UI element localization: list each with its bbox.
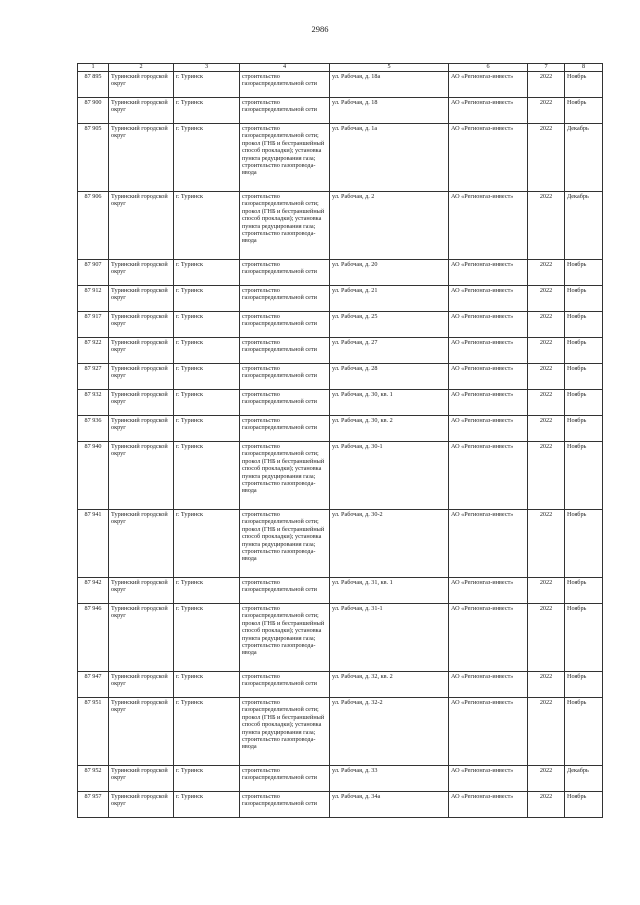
work-type-cell: строительство газораспределительной сети; прокол (ГНБ и бестраншейный способ прокладки); установка пункта редуцирования газа; строительство газопровода-ввода xyxy=(240,697,330,765)
year-cell: 2022 xyxy=(528,285,565,311)
organization-cell: АО «Регионгаз-инвест» xyxy=(449,97,528,123)
address-cell: ул. Рабочая, д. 20 xyxy=(330,259,449,285)
year-cell: 2022 xyxy=(528,415,565,441)
work-type-cell: строительство газораспределительной сети; прокол (ГНБ и бестраншейный способ прокладки); установка пункта редуцирования газа; строительство газопровода-ввода xyxy=(240,191,330,259)
year-cell: 2022 xyxy=(528,337,565,363)
month-cell: Ноябрь xyxy=(565,509,603,577)
address-cell: ул. Рабочая, д. 34а xyxy=(330,791,449,817)
year-cell: 2022 xyxy=(528,259,565,285)
locality-cell: г. Туринск xyxy=(174,791,240,817)
table-row xyxy=(78,191,603,259)
work-type-cell: строительство газораспределительной сети xyxy=(240,765,330,791)
work-type-cell: строительство газораспределительной сети; прокол (ГНБ и бестраншейный способ прокладки); установка пункта редуцирования газа; строительство газопровода-ввода xyxy=(240,603,330,671)
table-row xyxy=(78,671,603,697)
district-cell: Туринский городской округ xyxy=(109,259,174,285)
column-number: 4 xyxy=(240,64,330,72)
address-cell: ул. Рабочая, д. 33 xyxy=(330,765,449,791)
record-number: 87 942 xyxy=(78,577,109,603)
address-cell: ул. Рабочая, д. 18 xyxy=(330,97,449,123)
month-cell: Ноябрь xyxy=(565,97,603,123)
organization-cell: АО «Регионгаз-инвест» xyxy=(449,577,528,603)
address-cell: ул. Рабочая, д. 21 xyxy=(330,285,449,311)
table-row xyxy=(78,791,603,817)
locality-cell: г. Туринск xyxy=(174,765,240,791)
column-number: 2 xyxy=(109,64,174,72)
address-cell: ул. Рабочая, д. 30, кв. 2 xyxy=(330,415,449,441)
locality-cell: г. Туринск xyxy=(174,671,240,697)
organization-cell: АО «Регионгаз-инвест» xyxy=(449,285,528,311)
table-row xyxy=(78,509,603,577)
year-cell: 2022 xyxy=(528,389,565,415)
month-cell: Ноябрь xyxy=(565,415,603,441)
column-number: 5 xyxy=(330,64,449,72)
address-cell: ул. Рабочая, д. 30-1 xyxy=(330,441,449,509)
record-number: 87 946 xyxy=(78,603,109,671)
month-cell: Ноябрь xyxy=(565,603,603,671)
record-number: 87 941 xyxy=(78,509,109,577)
table-row xyxy=(78,441,603,509)
record-number: 87 927 xyxy=(78,363,109,389)
organization-cell: АО «Регионгаз-инвест» xyxy=(449,441,528,509)
record-number: 87 952 xyxy=(78,765,109,791)
organization-cell: АО «Регионгаз-инвест» xyxy=(449,765,528,791)
organization-cell: АО «Регионгаз-инвест» xyxy=(449,697,528,765)
organization-cell: АО «Регионгаз-инвест» xyxy=(449,311,528,337)
district-cell: Туринский городской округ xyxy=(109,415,174,441)
address-cell: ул. Рабочая, д. 18а xyxy=(330,71,449,97)
work-type-cell: строительство газораспределительной сети xyxy=(240,389,330,415)
record-number: 87 895 xyxy=(78,71,109,97)
work-type-cell: строительство газораспределительной сети xyxy=(240,71,330,97)
month-cell: Ноябрь xyxy=(565,337,603,363)
work-type-cell: строительство газораспределительной сети xyxy=(240,363,330,389)
locality-cell: г. Туринск xyxy=(174,509,240,577)
organization-cell: АО «Регионгаз-инвест» xyxy=(449,509,528,577)
record-number: 87 906 xyxy=(78,191,109,259)
address-cell: ул. Рабочая, д. 31, кв. 1 xyxy=(330,577,449,603)
locality-cell: г. Туринск xyxy=(174,603,240,671)
month-cell: Ноябрь xyxy=(565,441,603,509)
district-cell: Туринский городской округ xyxy=(109,765,174,791)
locality-cell: г. Туринск xyxy=(174,191,240,259)
work-type-cell: строительство газораспределительной сети xyxy=(240,311,330,337)
table-row xyxy=(78,123,603,191)
organization-cell: АО «Регионгаз-инвест» xyxy=(449,191,528,259)
registry-table xyxy=(77,63,603,818)
work-type-cell: строительство газораспределительной сети xyxy=(240,285,330,311)
registry-body xyxy=(78,71,603,817)
record-number: 87 907 xyxy=(78,259,109,285)
district-cell: Туринский городской округ xyxy=(109,363,174,389)
locality-cell: г. Туринск xyxy=(174,363,240,389)
work-type-cell: строительство газораспределительной сети xyxy=(240,97,330,123)
table-row xyxy=(78,259,603,285)
address-cell: ул. Рабочая, д. 32, кв. 2 xyxy=(330,671,449,697)
locality-cell: г. Туринск xyxy=(174,441,240,509)
table-row xyxy=(78,285,603,311)
locality-cell: г. Туринск xyxy=(174,337,240,363)
month-cell: Ноябрь xyxy=(565,577,603,603)
work-type-cell: строительство газораспределительной сети xyxy=(240,791,330,817)
year-cell: 2022 xyxy=(528,363,565,389)
work-type-cell: строительство газораспределительной сети xyxy=(240,577,330,603)
district-cell: Туринский городской округ xyxy=(109,389,174,415)
year-cell: 2022 xyxy=(528,603,565,671)
year-cell: 2022 xyxy=(528,509,565,577)
district-cell: Туринский городской округ xyxy=(109,671,174,697)
record-number: 87 940 xyxy=(78,441,109,509)
column-number: 1 xyxy=(78,64,109,72)
work-type-cell: строительство газораспределительной сети; прокол (ГНБ и бестраншейный способ прокладки); установка пункта редуцирования газа; строительство газопровода-ввода xyxy=(240,509,330,577)
column-number-row xyxy=(78,64,603,72)
year-cell: 2022 xyxy=(528,791,565,817)
work-type-cell: строительство газораспределительной сети; прокол (ГНБ и бестраншейный способ прокладки); установка пункта редуцирования газа; строительство газопровода-ввода xyxy=(240,123,330,191)
organization-cell: АО «Регионгаз-инвест» xyxy=(449,363,528,389)
column-number: 6 xyxy=(449,64,528,72)
organization-cell: АО «Регионгаз-инвест» xyxy=(449,671,528,697)
work-type-cell: строительство газораспределительной сети xyxy=(240,259,330,285)
locality-cell: г. Туринск xyxy=(174,697,240,765)
month-cell: Ноябрь xyxy=(565,363,603,389)
record-number: 87 912 xyxy=(78,285,109,311)
table-row xyxy=(78,71,603,97)
year-cell: 2022 xyxy=(528,123,565,191)
organization-cell: АО «Регионгаз-инвест» xyxy=(449,415,528,441)
address-cell: ул. Рабочая, д. 1а xyxy=(330,123,449,191)
organization-cell: АО «Регионгаз-инвест» xyxy=(449,389,528,415)
locality-cell: г. Туринск xyxy=(174,97,240,123)
organization-cell: АО «Регионгаз-инвест» xyxy=(449,791,528,817)
work-type-cell: строительство газораспределительной сети; прокол (ГНБ и бестраншейный способ прокладки); установка пункта редуцирования газа; строительство газопровода-ввода xyxy=(240,441,330,509)
table-row xyxy=(78,603,603,671)
month-cell: Ноябрь xyxy=(565,71,603,97)
work-type-cell: строительство газораспределительной сети xyxy=(240,337,330,363)
district-cell: Туринский городской округ xyxy=(109,285,174,311)
year-cell: 2022 xyxy=(528,311,565,337)
locality-cell: г. Туринск xyxy=(174,123,240,191)
district-cell: Туринский городской округ xyxy=(109,123,174,191)
record-number: 87 922 xyxy=(78,337,109,363)
organization-cell: АО «Регионгаз-инвест» xyxy=(449,123,528,191)
month-cell: Декабрь xyxy=(565,191,603,259)
address-cell: ул. Рабочая, д. 27 xyxy=(330,337,449,363)
address-cell: ул. Рабочая, д. 2 xyxy=(330,191,449,259)
table-row xyxy=(78,697,603,765)
table-row xyxy=(78,765,603,791)
locality-cell: г. Туринск xyxy=(174,259,240,285)
month-cell: Декабрь xyxy=(565,765,603,791)
record-number: 87 917 xyxy=(78,311,109,337)
district-cell: Туринский городской округ xyxy=(109,791,174,817)
year-cell: 2022 xyxy=(528,97,565,123)
organization-cell: АО «Регионгаз-инвест» xyxy=(449,603,528,671)
column-number: 7 xyxy=(528,64,565,72)
month-cell: Ноябрь xyxy=(565,311,603,337)
column-number: 8 xyxy=(565,64,603,72)
district-cell: Туринский городской округ xyxy=(109,191,174,259)
address-cell: ул. Рабочая, д. 31-1 xyxy=(330,603,449,671)
table-row xyxy=(78,97,603,123)
district-cell: Туринский городской округ xyxy=(109,311,174,337)
year-cell: 2022 xyxy=(528,671,565,697)
record-number: 87 900 xyxy=(78,97,109,123)
locality-cell: г. Туринск xyxy=(174,577,240,603)
year-cell: 2022 xyxy=(528,765,565,791)
record-number: 87 947 xyxy=(78,671,109,697)
locality-cell: г. Туринск xyxy=(174,415,240,441)
year-cell: 2022 xyxy=(528,697,565,765)
month-cell: Ноябрь xyxy=(565,389,603,415)
record-number: 87 932 xyxy=(78,389,109,415)
organization-cell: АО «Регионгаз-инвест» xyxy=(449,259,528,285)
table-row xyxy=(78,415,603,441)
district-cell: Туринский городской округ xyxy=(109,337,174,363)
locality-cell: г. Туринск xyxy=(174,389,240,415)
locality-cell: г. Туринск xyxy=(174,311,240,337)
record-number: 87 957 xyxy=(78,791,109,817)
organization-cell: АО «Регионгаз-инвест» xyxy=(449,71,528,97)
record-number: 87 951 xyxy=(78,697,109,765)
month-cell: Ноябрь xyxy=(565,697,603,765)
address-cell: ул. Рабочая, д. 28 xyxy=(330,363,449,389)
table-row xyxy=(78,389,603,415)
year-cell: 2022 xyxy=(528,577,565,603)
table-row xyxy=(78,337,603,363)
district-cell: Туринский городской округ xyxy=(109,603,174,671)
month-cell: Ноябрь xyxy=(565,671,603,697)
organization-cell: АО «Регионгаз-инвест» xyxy=(449,337,528,363)
district-cell: Туринский городской округ xyxy=(109,441,174,509)
table-row xyxy=(78,311,603,337)
address-cell: ул. Рабочая, д. 30-2 xyxy=(330,509,449,577)
work-type-cell: строительство газораспределительной сети xyxy=(240,671,330,697)
locality-cell: г. Туринск xyxy=(174,285,240,311)
page-number: 2986 xyxy=(311,24,329,34)
year-cell: 2022 xyxy=(528,71,565,97)
month-cell: Ноябрь xyxy=(565,259,603,285)
year-cell: 2022 xyxy=(528,191,565,259)
column-number: 3 xyxy=(174,64,240,72)
table-row xyxy=(78,577,603,603)
year-cell: 2022 xyxy=(528,441,565,509)
month-cell: Ноябрь xyxy=(565,285,603,311)
address-cell: ул. Рабочая, д. 25 xyxy=(330,311,449,337)
district-cell: Туринский городской округ xyxy=(109,509,174,577)
address-cell: ул. Рабочая, д. 32-2 xyxy=(330,697,449,765)
district-cell: Туринский городской округ xyxy=(109,577,174,603)
district-cell: Туринский городской округ xyxy=(109,697,174,765)
table-row xyxy=(78,363,603,389)
record-number: 87 936 xyxy=(78,415,109,441)
month-cell: Ноябрь xyxy=(565,791,603,817)
district-cell: Туринский городской округ xyxy=(109,71,174,97)
district-cell: Туринский городской округ xyxy=(109,97,174,123)
locality-cell: г. Туринск xyxy=(174,71,240,97)
month-cell: Декабрь xyxy=(565,123,603,191)
record-number: 87 905 xyxy=(78,123,109,191)
work-type-cell: строительство газораспределительной сети xyxy=(240,415,330,441)
address-cell: ул. Рабочая, д. 30, кв. 1 xyxy=(330,389,449,415)
